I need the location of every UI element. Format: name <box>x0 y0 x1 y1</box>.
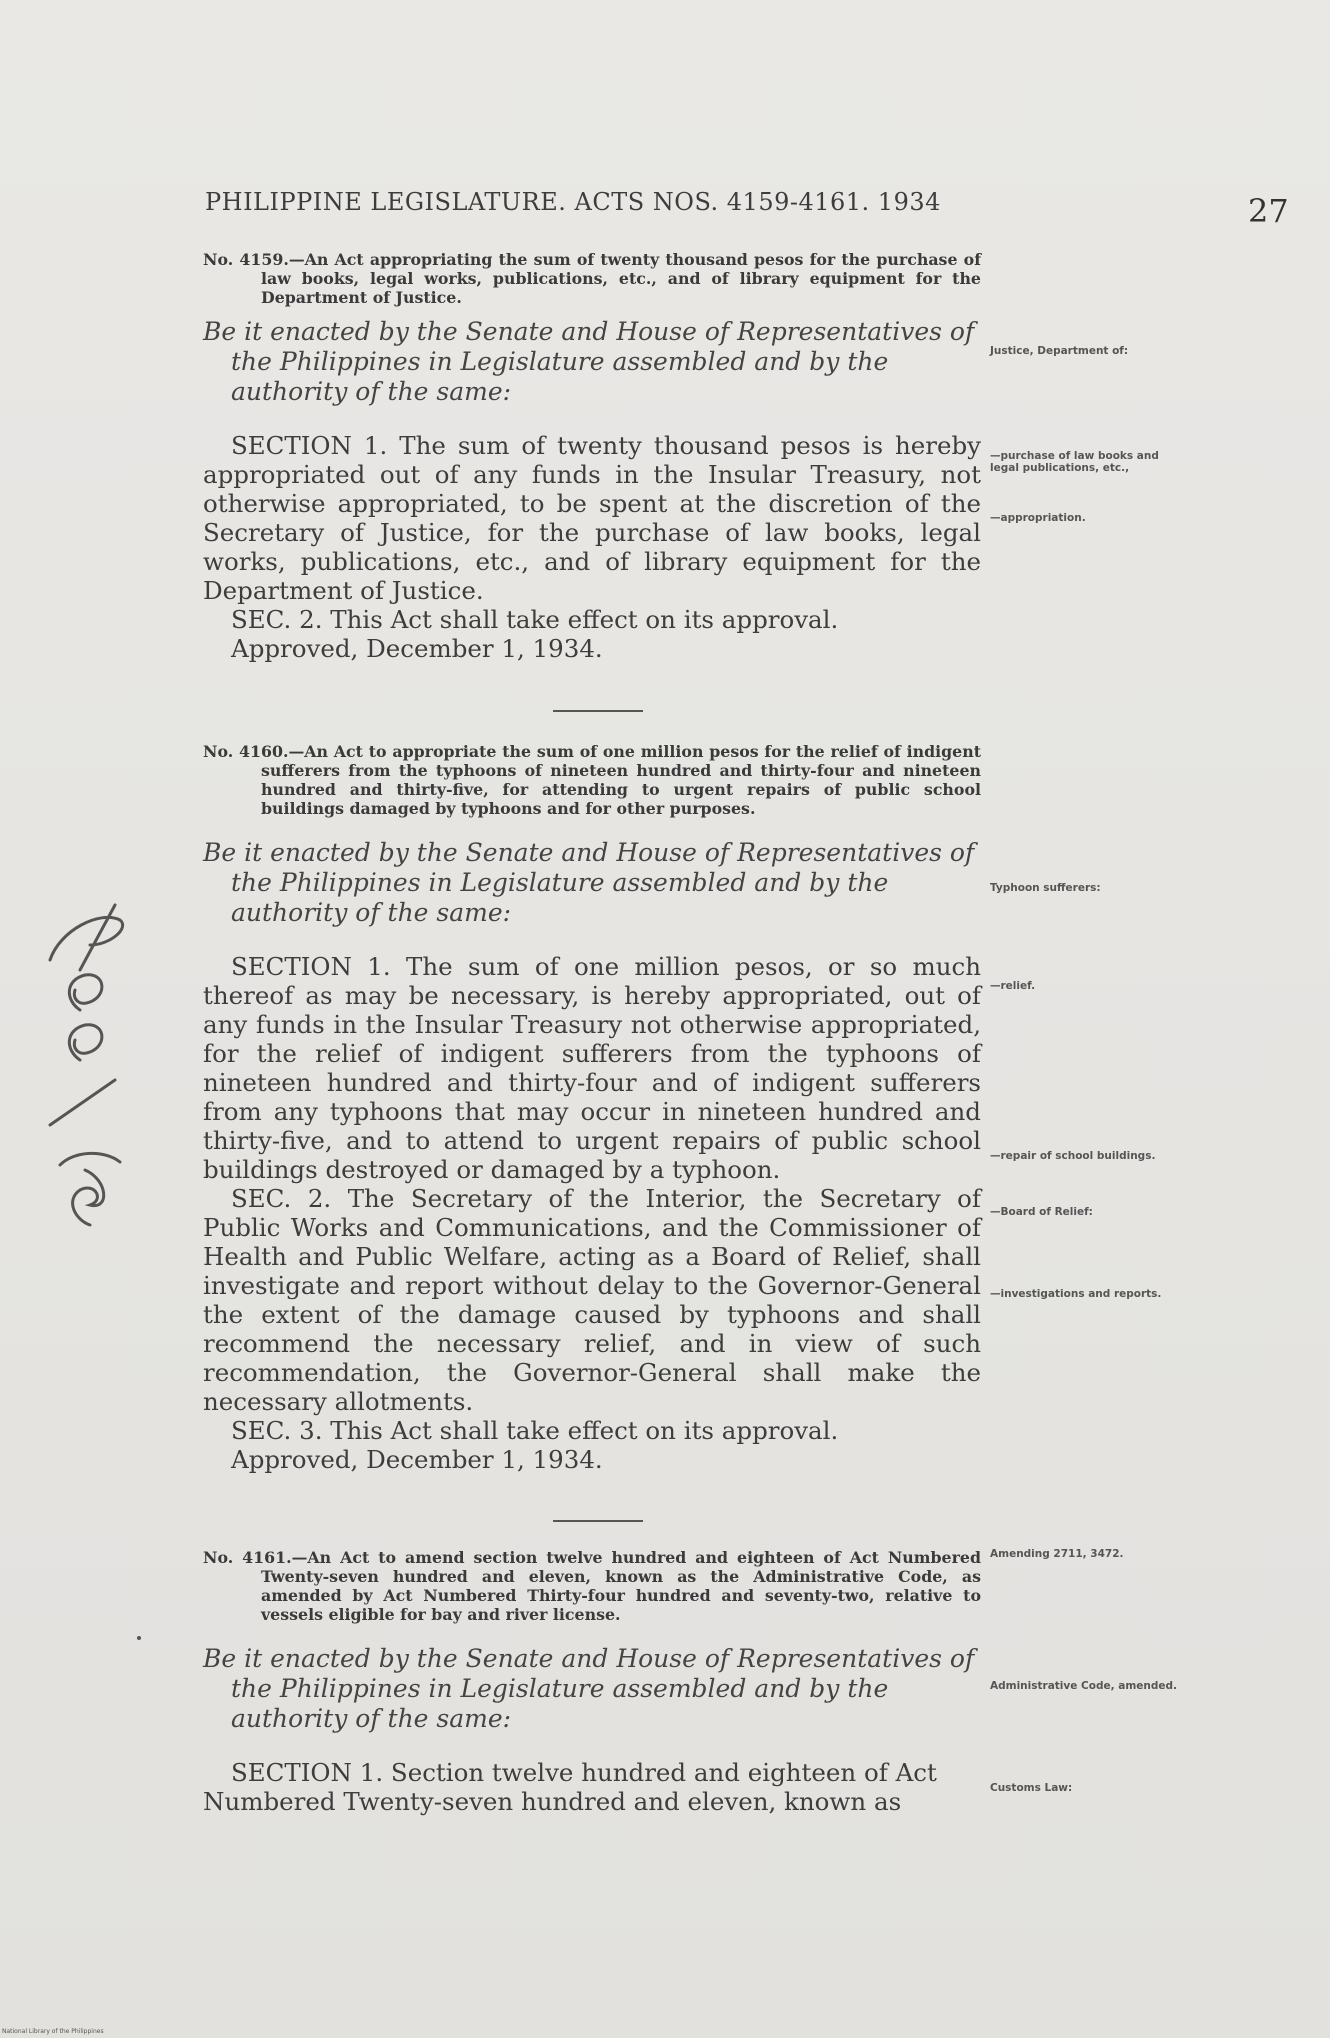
act-4160 <box>203 742 981 1475</box>
section-label: SECTION 1. <box>231 431 388 460</box>
section-label: SEC. 2. <box>231 605 323 634</box>
margin-note: —relief. <box>990 980 1036 992</box>
act-4159-title: No. 4159.—An Act appropriating the sum of twenty thousand pesos for the purchase of law books, legal works, publications, etc., and of library equipment for the Department of Justice. <box>203 250 981 307</box>
margin-note: —repair of school buildings. <box>990 1150 1156 1162</box>
section-text: The Secretary of the Interior, the Secretary of Public Works and Communications, and the Commissioner of Health and Public Welfare, acting as a Board of Relief, shall investigate and report without delay to the Governor-General the extent of the damage caused by typhoons and shall recommend the necessary relief, and in view of such recommendation, the Governor-General shall make the necessary allotments. <box>203 1184 981 1416</box>
footer-credit: National Library of the Philippines <box>2 2028 104 2035</box>
margin-note: Amending 2711, 3472. <box>990 1548 1124 1560</box>
section-label: SECTION 1. <box>231 1758 384 1787</box>
act-4159-enacting-clause: Be it enacted by the Senate and House of Representatives of the Philippines in Legislature assembled and by the authority of the same: <box>203 317 975 406</box>
speck <box>137 1636 141 1640</box>
act-4160-section-3 <box>203 1416 981 1445</box>
act-4160-approved: Approved, December 1, 1934. <box>231 1445 603 1474</box>
act-4160-title: No. 4160.—An Act to appropriate the sum of one million pesos for the relief of indigent sufferers from the typhoons of nineteen hundred and thirty-four and nineteen hundred and thirty-five, for attending to urgent repairs of public school buildings damaged by typhoons and for other purposes. <box>203 742 981 818</box>
section-text: Section twelve hundred and eighteen of Act Numbered Twenty-seven hundred and eleven, known as <box>203 1758 937 1816</box>
margin-note: —Board of Relief: <box>990 1206 1093 1218</box>
section-text: The sum of one million pesos, or so much thereof as may be necessary, is hereby appropriated, out of any funds in the Insular Treasury not otherwise appropriated, for the relief of indigent sufferers from the typhoons of nineteen hundred and thirty-four and of indigent sufferers from any typhoons that may occur in nineteen hundred and thirty-five, and to attend to urgent repairs of public school buildings destroyed or damaged by a typhoon. <box>203 952 981 1184</box>
margin-note: —purchase of law books and legal publications, etc., <box>990 450 1159 474</box>
act-4160-enacting-clause: Be it enacted by the Senate and House of Representatives of the Philippines in Legislature assembled and by the authority of the same: <box>203 838 975 927</box>
section-text: This Act shall take effect on its approval. <box>330 1416 839 1445</box>
margin-note: Typhoon sufferers: <box>990 882 1101 894</box>
section-text: The sum of twenty thousand pesos is hereby appropriated out of any funds in the Insular Treasury, not otherwise appropriated, to be spent at the discretion of the Secretary of Justice, for the purchase of law books, legal works, publications, etc., and of library equipment for the Department of Justice. <box>203 431 981 605</box>
section-label: SEC. 3. <box>231 1416 323 1445</box>
section-label: SEC. 2. <box>231 1184 332 1213</box>
act-4159 <box>203 250 981 664</box>
section-divider <box>553 710 643 712</box>
act-4159-section-2 <box>203 605 981 634</box>
margin-note: Justice, Department of: <box>990 345 1129 357</box>
handwritten-annotation <box>20 900 140 1240</box>
section-divider <box>553 1520 643 1522</box>
running-head: PHILIPPINE LEGISLATURE. ACTS NOS. 4159-4161. 1934 <box>205 188 941 216</box>
margin-note: Customs Law: <box>990 1782 1073 1794</box>
act-4161-section-1 <box>203 1758 981 1816</box>
act-4161-enacting-clause: Be it enacted by the Senate and House of Representatives of the Philippines in Legislature assembled and by the authority of the same: <box>203 1644 975 1733</box>
margin-note: —appropriation. <box>990 512 1086 524</box>
act-4161-title: No. 4161.—An Act to amend section twelve hundred and eighteen of Act Numbered Twenty-seven hundred and eleven, known as the Administrative Code, as amended by Act Numbered Thirty-four hundred and seventy-two, relative to vessels eligible for bay and river license. <box>203 1548 981 1624</box>
section-text: This Act shall take effect on its approval. <box>330 605 839 634</box>
act-4160-section-2 <box>203 1184 981 1416</box>
act-4161 <box>203 1548 981 1816</box>
margin-note: Administrative Code, amended. <box>990 1680 1177 1692</box>
act-4159-section-1 <box>203 431 981 605</box>
margin-note: —investigations and reports. <box>990 1288 1162 1300</box>
act-4160-section-1 <box>203 952 981 1184</box>
act-4159-approved: Approved, December 1, 1934. <box>231 634 603 663</box>
section-label: SECTION 1. <box>231 952 391 981</box>
page-number: 27 <box>1248 192 1289 230</box>
